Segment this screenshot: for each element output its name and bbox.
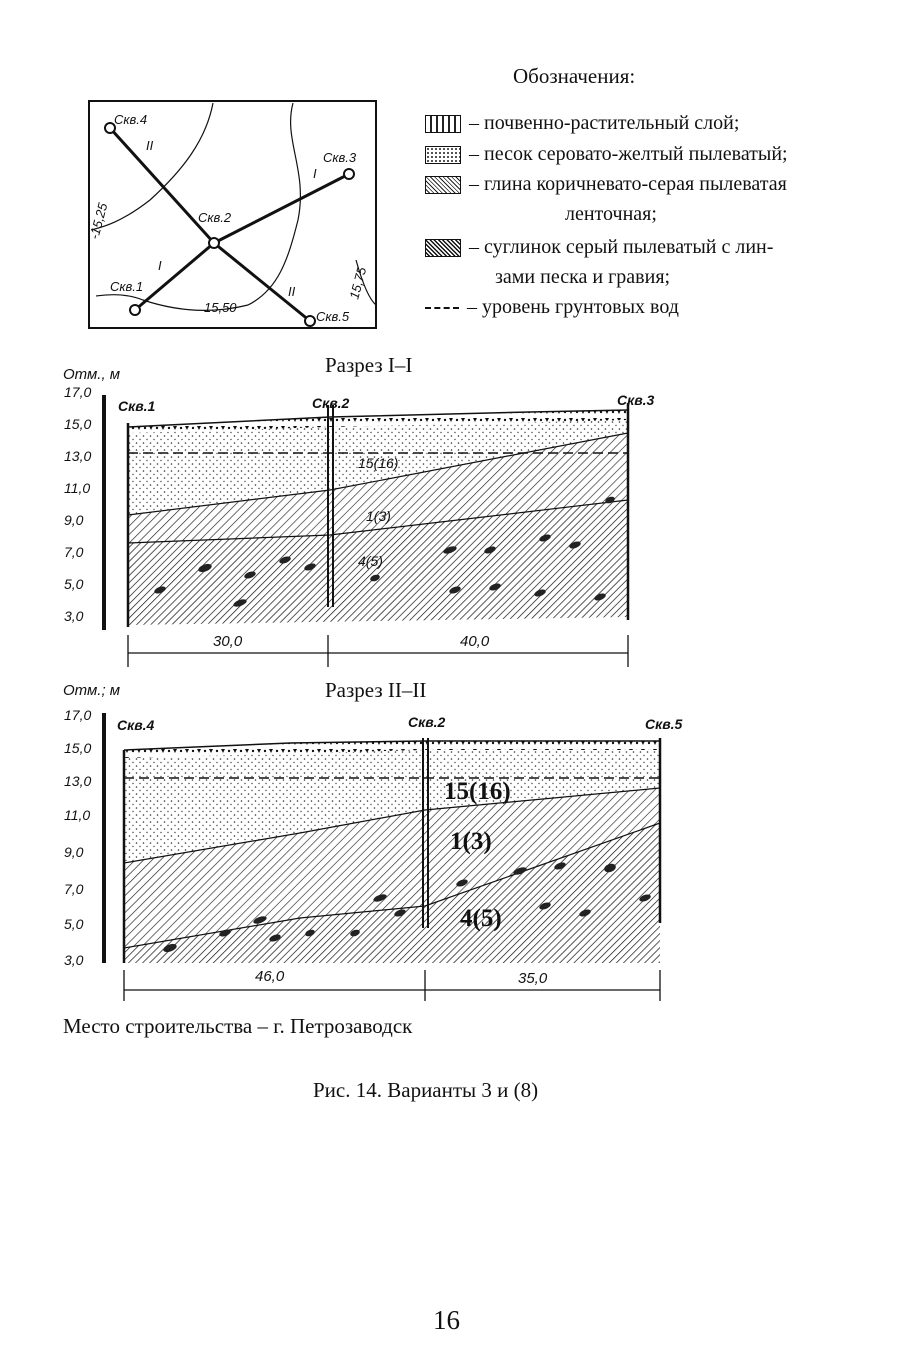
soil-pattern-icon (425, 115, 461, 133)
section1-title: Разрез I–I (325, 353, 413, 377)
section1-layer-label: 4(5) (358, 553, 383, 569)
legend-item-label: – уровень грунтовых вод (467, 296, 679, 318)
section1-layer-label: 15(16) (358, 455, 399, 471)
page-number: 16 (433, 1305, 460, 1335)
loam-pattern-icon (425, 239, 461, 257)
legend-item-label: – глина коричневато-серая пылеватая (469, 173, 787, 195)
section2-axis-label: Отм.; м (63, 682, 121, 699)
legend-item-clay (425, 172, 787, 196)
section1-tick: 17,0 (64, 384, 92, 400)
section1-layer-label: 1(3) (366, 508, 391, 524)
site-plan (88, 100, 378, 330)
site-plan-drawing (88, 100, 378, 330)
section1-distance: 30,0 (213, 633, 243, 650)
legend-item-groundwater (425, 295, 679, 319)
plan-borehole-5: Скв.5 (316, 309, 350, 324)
legend-item-loam-cont (425, 265, 670, 289)
section1-tick: 9,0 (64, 512, 84, 528)
section2-tick: 9,0 (64, 844, 84, 860)
section2-profile (100, 708, 670, 1003)
plan-line-label: I (313, 166, 317, 181)
section1-borehole-label: Скв.3 (617, 392, 655, 408)
borehole-marker (305, 316, 315, 326)
figure-caption: Рис. 14. Варианты 3 и (8) (313, 1078, 539, 1102)
section1-borehole-label: Скв.2 (312, 395, 350, 411)
section2-distance: 35,0 (518, 970, 548, 987)
legend-item-clay-cont (495, 202, 657, 226)
section1-tick: 7,0 (64, 544, 84, 560)
legend-item-loam (425, 235, 773, 259)
section2-layer-label: 4(5) (460, 905, 502, 932)
plan-line-label: II (146, 138, 154, 153)
section1-tick: 11,0 (64, 480, 91, 496)
plan-borehole-3: Скв.3 (323, 150, 357, 165)
section2-borehole-label: Скв.4 (117, 717, 155, 733)
plan-contour-label: 15,50 (204, 300, 237, 315)
legend-item-label: зами песка и гравия; (495, 266, 671, 288)
legend-item-label: ленточная; (565, 203, 657, 225)
legend-item-label: – песок серовато-желтый пылеватый; (469, 143, 788, 165)
legend-item-label: – суглинок серый пылеватый с лин- (469, 236, 774, 258)
groundwater-line-icon (425, 307, 459, 309)
plan-borehole-2: Скв.2 (198, 210, 232, 225)
section2-layer-label: 15(16) (444, 778, 511, 805)
section2-tick: 3,0 (64, 952, 84, 968)
section2-tick: 17,0 (64, 707, 92, 723)
plan-contour-label: 15,75 (346, 265, 370, 301)
section2-tick: 11,0 (64, 807, 91, 823)
sand-pattern-icon (425, 146, 461, 164)
section2-layer-label: 1(3) (450, 828, 492, 855)
section2-borehole-label: Скв.5 (645, 716, 683, 732)
plan-contour-label: -15,25 (88, 201, 111, 241)
section2-title: Разрез II–II (325, 678, 427, 702)
plan-borehole-4: Скв.4 (114, 112, 148, 127)
borehole-marker (130, 305, 140, 315)
legend-item-sand (425, 142, 788, 166)
section1-distance: 40,0 (460, 633, 490, 650)
section2-borehole-label: Скв.2 (408, 714, 446, 730)
section1-tick: 15,0 (64, 416, 92, 432)
section2-tick: 13,0 (64, 773, 92, 789)
section1-tick: 5,0 (64, 576, 84, 592)
construction-site-label: Место строительства – г. Петрозаводск (63, 1014, 413, 1038)
section1-tick: 13,0 (64, 448, 92, 464)
clay-pattern-icon (425, 176, 461, 194)
borehole-marker (209, 238, 219, 248)
section2-tick: 5,0 (64, 916, 84, 932)
legend-item-label: – почвенно-растительный слой; (469, 112, 740, 134)
section1-axis-label: Отм., м (63, 366, 121, 383)
borehole-marker (344, 169, 354, 179)
plan-borehole-1: Скв.1 (110, 279, 144, 294)
plan-line-label: I (158, 258, 162, 273)
section2-tick: 7,0 (64, 881, 84, 897)
section1-profile (100, 385, 660, 675)
section2-distance: 46,0 (255, 968, 285, 985)
legend-item-soil (425, 111, 739, 135)
section1-borehole-label: Скв.1 (118, 398, 156, 414)
plan-line-label: II (288, 284, 296, 299)
legend-title: Обозначения: (513, 64, 636, 88)
section1-tick: 3,0 (64, 608, 84, 624)
section2-tick: 15,0 (64, 740, 92, 756)
